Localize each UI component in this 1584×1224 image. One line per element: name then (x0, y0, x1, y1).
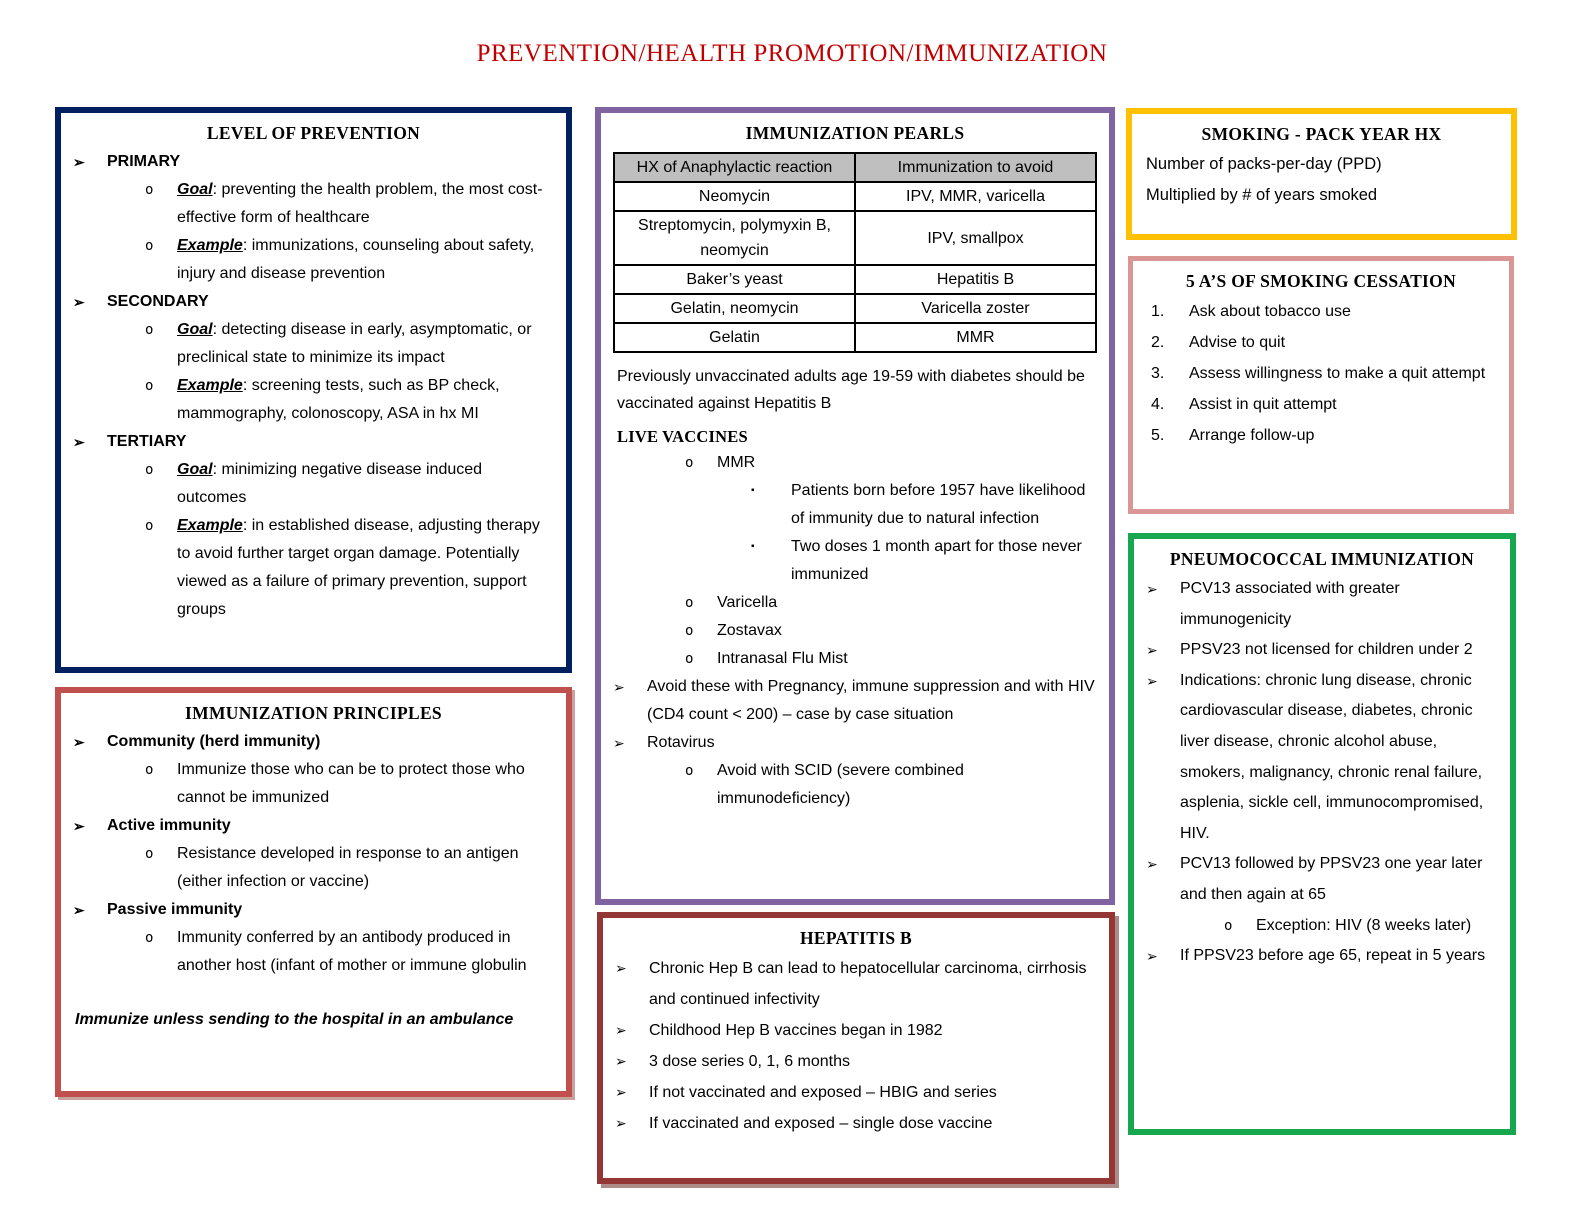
item-text: Arrange follow-up (1189, 427, 1315, 444)
numbered-item (1133, 420, 1509, 451)
item-text: Indications: chronic lung disease, chronic cardiovascular disease, diabetes, chronic liver disease, chronic alcohol abuse, smokers, malignancy, chronic renal failure, asplenia, sickle cell, immunocompromised, HIV. (1180, 671, 1484, 842)
table-header-row (614, 153, 1096, 182)
table-cell: MMR (855, 323, 1096, 352)
item-number: 1. (1151, 303, 1165, 320)
circle-bullet-icon: o (145, 322, 154, 338)
numbered-item (1133, 389, 1509, 420)
arrow-bullet-icon: ➢ (73, 434, 85, 450)
box-title: IMMUNIZATION PRINCIPLES (185, 703, 442, 723)
list-item (61, 812, 566, 840)
list-item (61, 756, 566, 812)
circle-bullet-icon: o (1224, 917, 1233, 934)
principles-footer-note: Immunize unless sending to the hospital in an ambulance (75, 1011, 514, 1028)
item-text: Patients born before 1957 have likelihood of immunity due to natural infection (791, 482, 1086, 527)
arrow-bullet-icon: ➢ (615, 1053, 627, 1069)
circle-bullet-icon: o (145, 846, 154, 862)
numbered-item (1133, 327, 1509, 358)
table-cell: Neomycin (614, 182, 855, 211)
arrow-bullet-icon: ➢ (615, 1022, 627, 1038)
box-content (61, 728, 566, 1040)
list-item (1134, 666, 1510, 850)
list-item (61, 512, 566, 624)
section-heading: TERTIARY (107, 433, 187, 450)
box-hepatitis-b (597, 912, 1115, 1184)
arrow-bullet-icon: ➢ (613, 735, 625, 751)
arrow-bullet-icon: ➢ (73, 902, 85, 918)
item-label: Example (177, 377, 243, 394)
list-item (1134, 574, 1510, 635)
item-text: Zostavax (717, 622, 782, 639)
item-label: Goal (177, 461, 213, 478)
box-title: SMOKING - PACK YEAR HX (1201, 124, 1442, 144)
item-text: Rotavirus (647, 734, 715, 751)
arrow-bullet-icon: ➢ (1146, 581, 1158, 597)
arrow-bullet-icon: ➢ (615, 1084, 627, 1100)
item-text: : detecting disease in early, asymptomatic, or preclinical state to minimize its impact (177, 321, 532, 366)
square-bullet-icon: ▪ (751, 541, 755, 552)
section-heading: Community (herd immunity) (107, 733, 321, 750)
square-bullet-icon: ▪ (751, 485, 755, 496)
item-text: : in established disease, adjusting therapy to avoid further target organ damage. Potentially viewed as a failure of primary prevention, support groups (177, 517, 540, 618)
section-heading: PRIMARY (107, 153, 181, 170)
item-text: MMR (717, 454, 756, 471)
list-item (601, 589, 1109, 617)
smoking-line: Number of packs-per-day (PPD) (1146, 155, 1382, 173)
circle-bullet-icon: o (685, 763, 694, 779)
list-item (601, 533, 1109, 589)
list-item (1134, 635, 1510, 666)
list-item (61, 924, 566, 980)
arrow-bullet-icon: ➢ (615, 960, 627, 976)
circle-bullet-icon: o (685, 651, 694, 667)
list-item (61, 148, 566, 176)
item-label: Example (177, 237, 243, 254)
item-text: Immunity conferred by an antibody produced in another host (infant of mother or immune globulin (177, 929, 527, 974)
item-text: Two doses 1 month apart for those never immunized (791, 538, 1082, 583)
item-text: : immunizations, counseling about safety, injury and disease prevention (177, 237, 535, 282)
circle-bullet-icon: o (685, 455, 694, 471)
item-label: Goal (177, 181, 213, 198)
item-text: If vaccinated and exposed – single dose vaccine (649, 1115, 993, 1132)
anaphylaxis-table (613, 152, 1097, 353)
arrow-bullet-icon: ➢ (73, 818, 85, 834)
item-text: Varicella (717, 594, 778, 611)
circle-bullet-icon: o (685, 623, 694, 639)
box-content (61, 148, 566, 630)
table-cell: IPV, smallpox (855, 211, 1096, 265)
circle-bullet-icon: o (145, 518, 154, 534)
list-item (1134, 911, 1510, 942)
table-cell: Streptomycin, polymyxin B, neomycin (614, 211, 855, 265)
table-cell: Gelatin, neomycin (614, 294, 855, 323)
section-heading: SECONDARY (107, 293, 209, 310)
item-text: If PPSV23 before age 65, repeat in 5 years (1180, 947, 1486, 965)
list-item (601, 617, 1109, 645)
box-immunization-principles (55, 687, 572, 1097)
list-item (1134, 849, 1510, 910)
item-text: : preventing the health problem, the most cost-effective form of healthcare (177, 181, 543, 226)
list-item (601, 449, 1109, 477)
item-number: 4. (1151, 396, 1165, 413)
page-title: PREVENTION/HEALTH PROMOTION/IMMUNIZATION (476, 40, 1108, 67)
list-item (61, 372, 566, 428)
list-item (61, 840, 566, 896)
list-item (61, 176, 566, 232)
live-vaccines-heading: LIVE VACCINES (617, 427, 748, 446)
list-item (603, 1015, 1109, 1046)
item-number: 2. (1151, 334, 1165, 351)
table-row (614, 265, 1096, 294)
item-text: Immunize those who can be to protect those who cannot be immunized (177, 761, 525, 806)
section-heading: Active immunity (107, 817, 231, 834)
list-item (601, 673, 1109, 729)
list-item (603, 953, 1109, 1015)
table-row (614, 211, 1096, 265)
item-text: Assess willingness to make a quit attempt (1189, 365, 1486, 382)
item-text: Exception: HIV (8 weeks later) (1256, 916, 1472, 934)
item-text: PCV13 associated with greater immunogenicity (1180, 580, 1400, 628)
arrow-bullet-icon: ➢ (1146, 672, 1158, 689)
list-item (603, 1077, 1109, 1108)
item-text: : minimizing negative disease induced outcomes (177, 461, 483, 506)
arrow-bullet-icon: ➢ (73, 734, 85, 750)
table-row (614, 182, 1096, 211)
list-item (61, 288, 566, 316)
box-immunization-pearls (595, 107, 1115, 905)
item-text: Resistance developed in response to an antigen (either infection or vaccine) (177, 845, 519, 890)
box-title: PNEUMOCOCCAL IMMUNIZATION (1169, 549, 1475, 569)
item-text: : screening tests, such as BP check, mammography, colonoscopy, ASA in hx MI (177, 377, 500, 422)
circle-bullet-icon: o (145, 930, 154, 946)
smoking-line: Multiplied by # of years smoked (1146, 186, 1378, 204)
table-row (614, 294, 1096, 323)
list-item (61, 232, 566, 288)
box-content (603, 953, 1109, 1145)
list-item (61, 728, 566, 756)
list-item (601, 645, 1109, 673)
item-text: Intranasal Flu Mist (717, 650, 848, 667)
list-item (61, 316, 566, 372)
numbered-item (1133, 296, 1509, 327)
item-text: If not vaccinated and exposed – HBIG and series (649, 1084, 997, 1101)
list-item (601, 729, 1109, 757)
item-text: Ask about tobacco use (1189, 303, 1351, 320)
table-cell: Baker’s yeast (614, 265, 855, 294)
item-text: PCV13 followed by PPSV23 one year later and then again at 65 (1180, 855, 1483, 903)
box-smoking-pack-year (1126, 108, 1517, 240)
table-cell: Hepatitis B (855, 265, 1096, 294)
arrow-bullet-icon: ➢ (1146, 856, 1158, 873)
box-title: IMMUNIZATION PEARLS (745, 123, 965, 143)
circle-bullet-icon: o (145, 762, 154, 778)
table-header-cell: Immunization to avoid (855, 153, 1096, 182)
list-item (61, 456, 566, 512)
list-item (61, 896, 566, 924)
circle-bullet-icon: o (145, 462, 154, 478)
box-content (1134, 574, 1510, 978)
box-smoking-cessation (1128, 256, 1514, 514)
item-text: Chronic Hep B can lead to hepatocellular carcinoma, cirrhosis and continued infectivity (649, 960, 1087, 1008)
item-text: Avoid these with Pregnancy, immune suppression and with HIV (CD4 count < 200) – case by case situation (647, 678, 1095, 723)
table-row (614, 323, 1096, 352)
arrow-bullet-icon: ➢ (1146, 642, 1158, 659)
item-text: 3 dose series 0, 1, 6 months (649, 1053, 850, 1070)
list-item (601, 477, 1109, 533)
circle-bullet-icon: o (145, 238, 154, 254)
box-content (1133, 296, 1509, 457)
circle-bullet-icon: o (685, 595, 694, 611)
box-title: 5 A’S OF SMOKING CESSATION (1185, 271, 1457, 291)
arrow-bullet-icon: ➢ (73, 294, 85, 310)
item-text: PPSV23 not licensed for children under 2 (1180, 641, 1473, 659)
item-text: Avoid with SCID (severe combined immunodeficiency) (717, 762, 964, 807)
numbered-item (1133, 358, 1509, 389)
table-header-cell: HX of Anaphylactic reaction (614, 153, 855, 182)
arrow-bullet-icon: ➢ (73, 154, 85, 170)
table-cell: IPV, MMR, varicella (855, 182, 1096, 211)
box-pneumococcal-immunization (1128, 533, 1516, 1135)
list-item (61, 428, 566, 456)
table-cell: Varicella zoster (855, 294, 1096, 323)
list-item (603, 1108, 1109, 1139)
item-label: Goal (177, 321, 213, 338)
item-number: 5. (1151, 427, 1165, 444)
item-text: Assist in quit attempt (1189, 396, 1337, 413)
item-text: Advise to quit (1189, 334, 1286, 351)
circle-bullet-icon: o (145, 182, 154, 198)
list-item (603, 1046, 1109, 1077)
table-cell: Gelatin (614, 323, 855, 352)
circle-bullet-icon: o (145, 378, 154, 394)
box-level-of-prevention (55, 107, 572, 673)
section-heading: Passive immunity (107, 901, 243, 918)
list-item (601, 757, 1109, 813)
list-item (1134, 941, 1510, 972)
live-vaccines-list (601, 449, 1109, 819)
hepb-diabetes-note: Previously unvaccinated adults age 19-59 with diabetes should be vaccinated against Hepatitis B (617, 368, 1085, 412)
arrow-bullet-icon: ➢ (615, 1115, 627, 1131)
item-number: 3. (1151, 365, 1165, 382)
arrow-bullet-icon: ➢ (1146, 948, 1158, 965)
arrow-bullet-icon: ➢ (613, 679, 625, 695)
box-title: HEPATITIS B (799, 928, 913, 948)
item-text: Childhood Hep B vaccines began in 1982 (649, 1022, 943, 1039)
box-title: LEVEL OF PREVENTION (206, 123, 421, 143)
item-label: Example (177, 517, 243, 534)
